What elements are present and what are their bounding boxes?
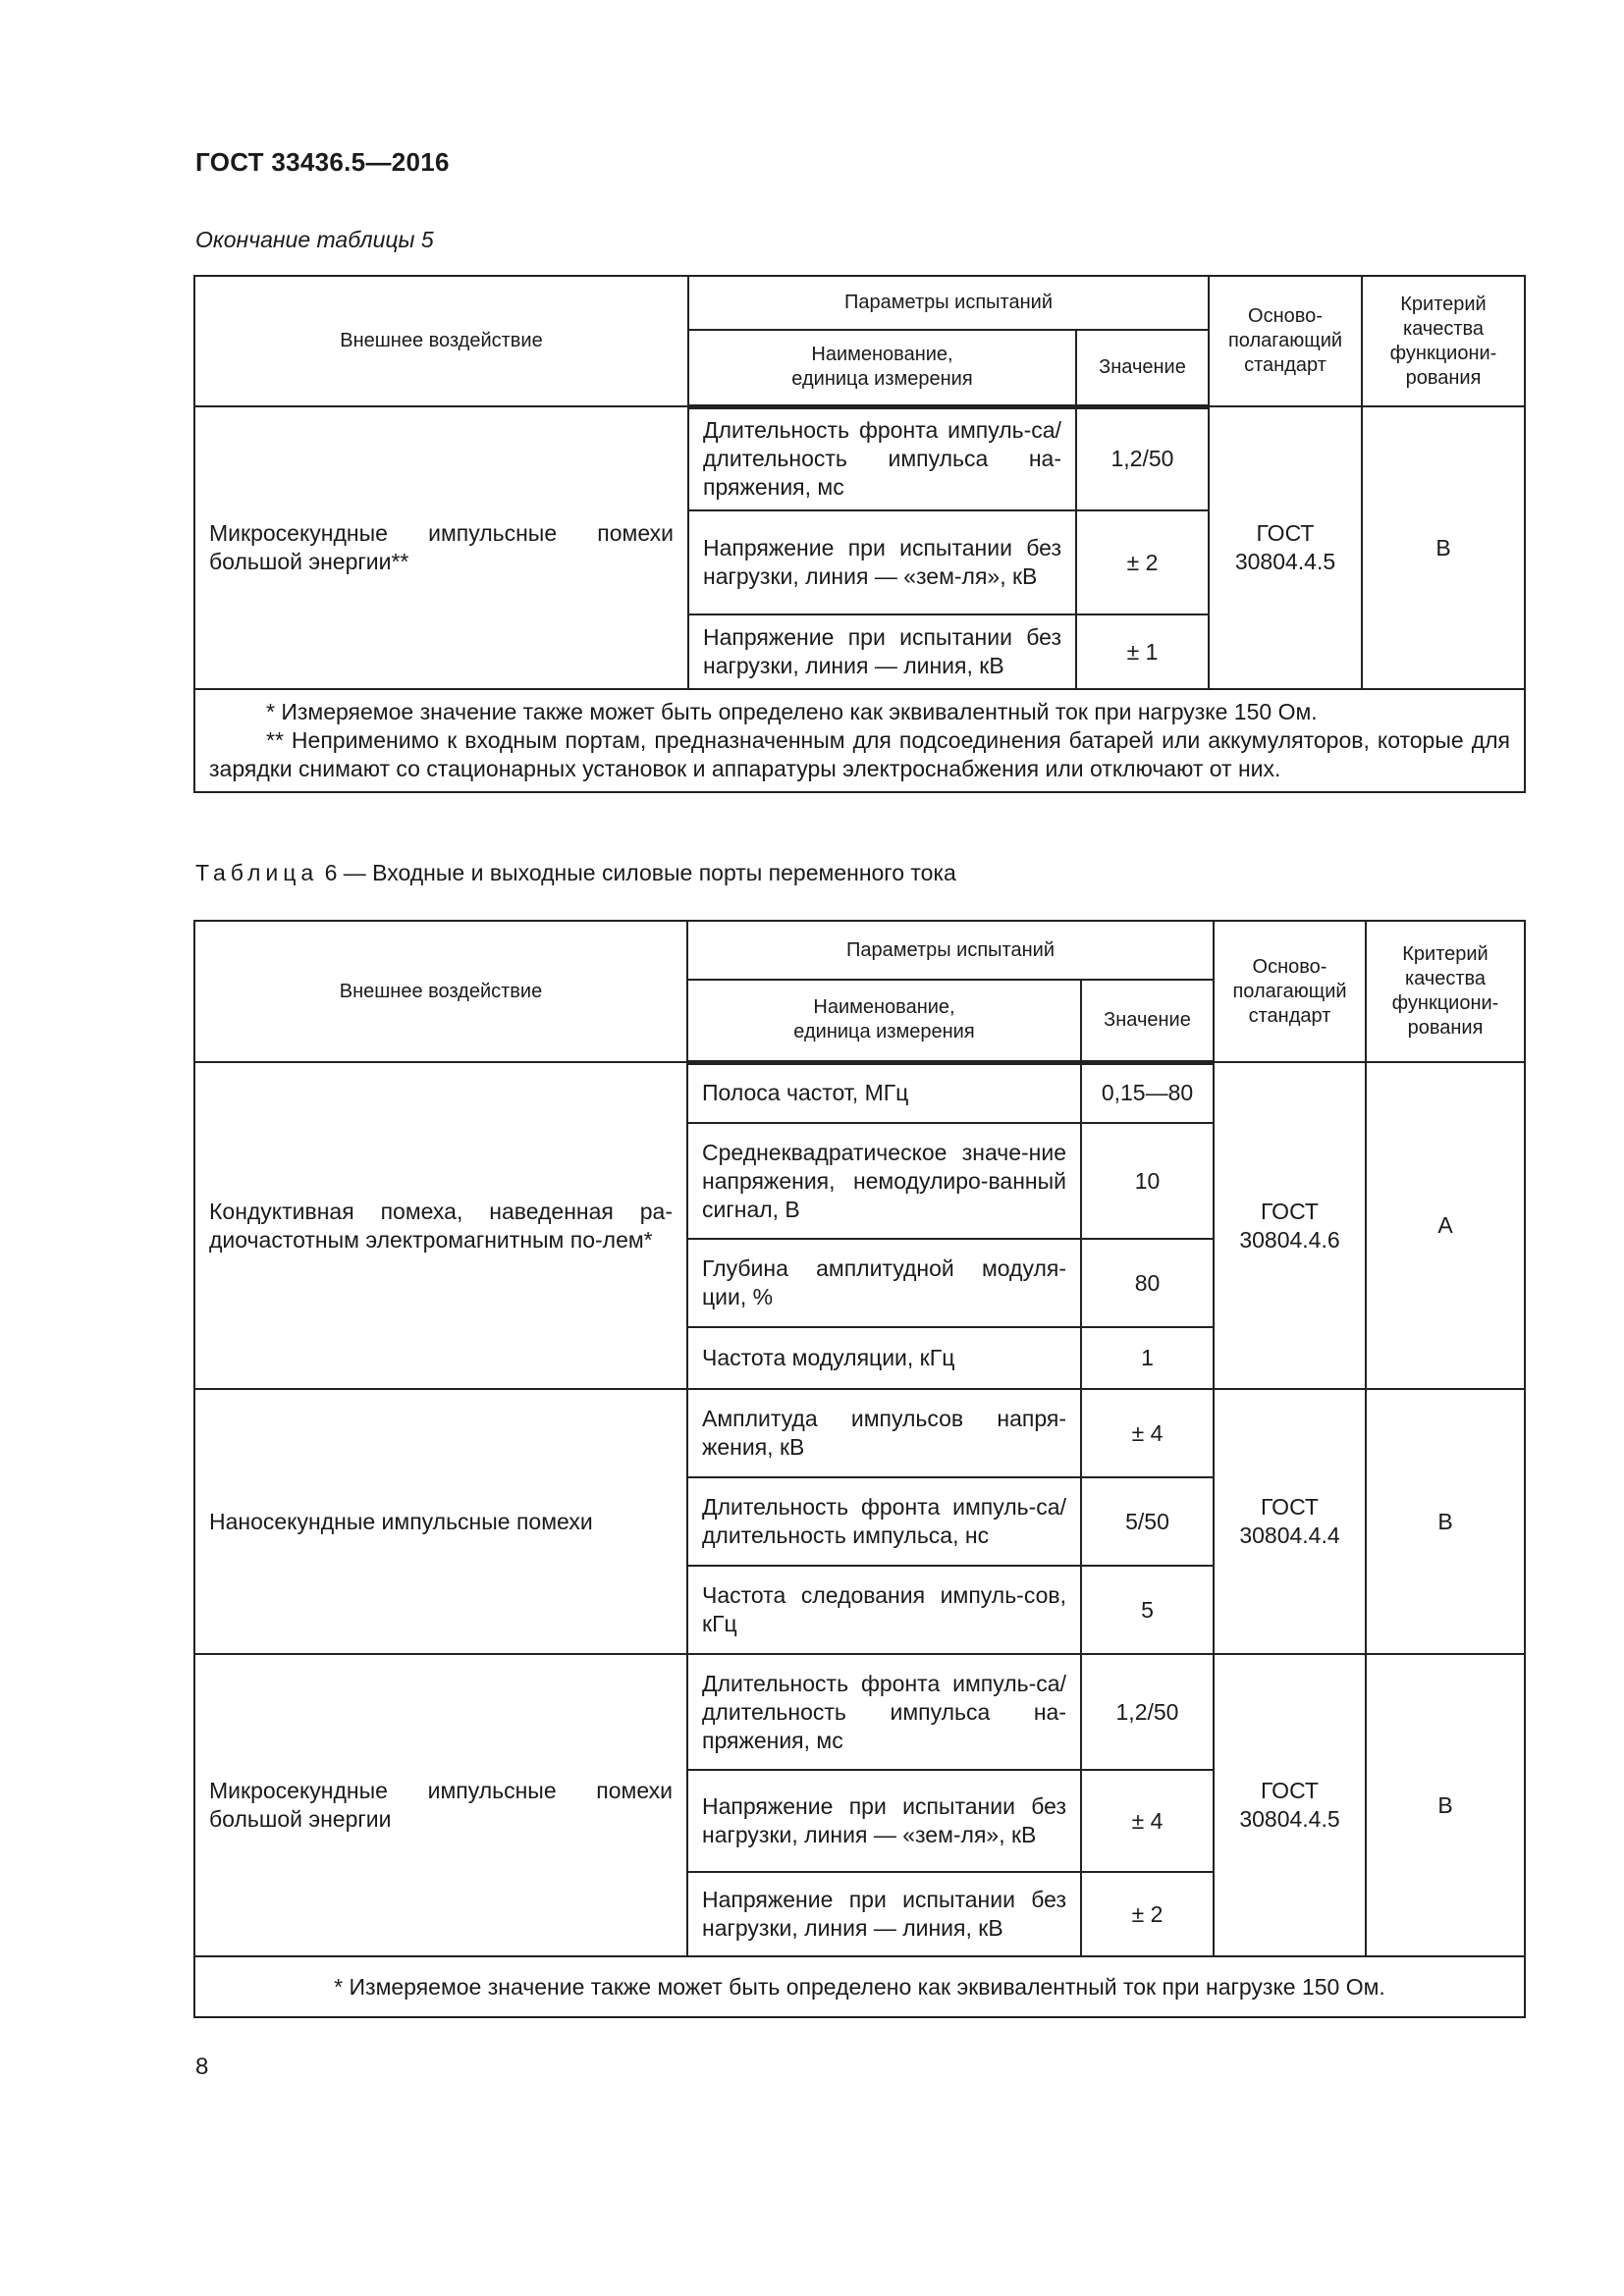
param-value: ± 2 <box>1081 1872 1214 1956</box>
standard-cell: ГОСТ 30804.4.6 <box>1214 1062 1366 1389</box>
header-criterion: Критерий качества функциони- рования <box>1362 276 1525 406</box>
header-value: Значение <box>1081 980 1214 1062</box>
header-standard: Осново- полагающий стандарт <box>1214 921 1366 1062</box>
param-value: 5 <box>1081 1566 1214 1654</box>
param-name: Частота следования импуль-сов, кГц <box>687 1566 1081 1654</box>
table6-caption <box>195 860 956 886</box>
criterion-cell: В <box>1362 406 1525 689</box>
table5-caption: Окончание таблицы 5 <box>195 227 434 252</box>
header-name-unit: Наименование, единица измерения <box>687 980 1081 1062</box>
table6-caption-prefix: Таблица <box>195 860 319 885</box>
header-standard: Осново- полагающий стандарт <box>1209 276 1362 406</box>
param-name: Длительность фронта импуль-са/длительность импульса на-пряжения, мс <box>688 406 1076 510</box>
param-name: Амплитуда импульсов напря-жения, кВ <box>687 1389 1081 1477</box>
table6-footnotes <box>194 1956 1525 2017</box>
param-name: Полоса частот, МГц <box>687 1062 1081 1123</box>
param-value: 0,15—80 <box>1081 1062 1214 1123</box>
footnote: * Измеряемое значение также может быть определено как эквивалентный ток при нагрузке 150 Ом. <box>334 1973 1385 2000</box>
param-value: 1,2/50 <box>1081 1654 1214 1770</box>
param-name: Напряжение при испытании без нагрузки, линия — «зем-ля», кВ <box>687 1770 1081 1872</box>
param-name: Напряжение при испытании без нагрузки, линия — «зем-ля», кВ <box>688 510 1076 614</box>
page-number: 8 <box>195 2054 209 2080</box>
param-name: Длительность фронта импуль-са/длительность импульса, нс <box>687 1477 1081 1566</box>
param-value: 10 <box>1081 1123 1214 1239</box>
param-name: Длительность фронта импуль-са/длительность импульса на-пряжения, мс <box>687 1654 1081 1770</box>
param-value: 80 <box>1081 1239 1214 1327</box>
influence-cell: Микросекундные импульсные помехи большой энергии** <box>194 406 688 689</box>
table-5 <box>193 275 1526 793</box>
param-name: Напряжение при испытании без нагрузки, линия — линия, кВ <box>687 1872 1081 1956</box>
param-value: 1 <box>1081 1327 1214 1389</box>
criterion-cell: В <box>1366 1654 1525 1956</box>
header-influence: Внешнее воздействие <box>194 276 688 406</box>
header-params: Параметры испытаний <box>687 921 1214 980</box>
standard-cell: ГОСТ 30804.4.5 <box>1209 406 1362 689</box>
param-value: ± 4 <box>1081 1389 1214 1477</box>
header-value: Значение <box>1076 330 1209 406</box>
document-code: ГОСТ 33436.5—2016 <box>195 147 450 177</box>
footnote: * Измеряемое значение также может быть определено как эквивалентный ток при нагрузке 150 Ом. <box>266 699 1318 724</box>
param-name: Частота модуляции, кГц <box>687 1327 1081 1389</box>
table-6 <box>193 920 1526 2018</box>
table5-footnotes <box>194 689 1525 792</box>
param-name: Среднеквадратическое значе-ние напряжения, немодулиро-ванный сигнал, В <box>687 1123 1081 1239</box>
table6-caption-text: 6 — Входные и выходные силовые порты переменного тока <box>318 860 956 885</box>
header-criterion: Критерий качества функциони- рования <box>1366 921 1525 1062</box>
param-value: 5/50 <box>1081 1477 1214 1566</box>
footnote: ** Неприменимо к входным портам, предназначенным для подсоединения батарей или аккумуляторов, которые для зарядки снимают со стационарных установок и аппаратуры электроснабжения или отключают от них. <box>209 727 1510 781</box>
param-value: 1,2/50 <box>1076 406 1209 510</box>
param-value: ± 2 <box>1076 510 1209 614</box>
influence-cell: Кондуктивная помеха, наведенная ра-диочастотным электромагнитным по-лем* <box>194 1062 687 1389</box>
criterion-cell: А <box>1366 1062 1525 1389</box>
header-name-unit: Наименование, единица измерения <box>688 330 1076 406</box>
standard-cell: ГОСТ 30804.4.5 <box>1214 1654 1366 1956</box>
param-name: Глубина амплитудной модуля-ции, % <box>687 1239 1081 1327</box>
influence-cell: Микросекундные импульсные помехи большой энергии <box>194 1654 687 1956</box>
param-value: ± 1 <box>1076 614 1209 689</box>
criterion-cell: В <box>1366 1389 1525 1654</box>
influence-cell: Наносекундные импульсные помехи <box>194 1389 687 1654</box>
standard-cell: ГОСТ 30804.4.4 <box>1214 1389 1366 1654</box>
header-influence: Внешнее воздействие <box>194 921 687 1062</box>
param-name: Напряжение при испытании без нагрузки, линия — линия, кВ <box>688 614 1076 689</box>
header-params: Параметры испытаний <box>688 276 1209 330</box>
param-value: ± 4 <box>1081 1770 1214 1872</box>
